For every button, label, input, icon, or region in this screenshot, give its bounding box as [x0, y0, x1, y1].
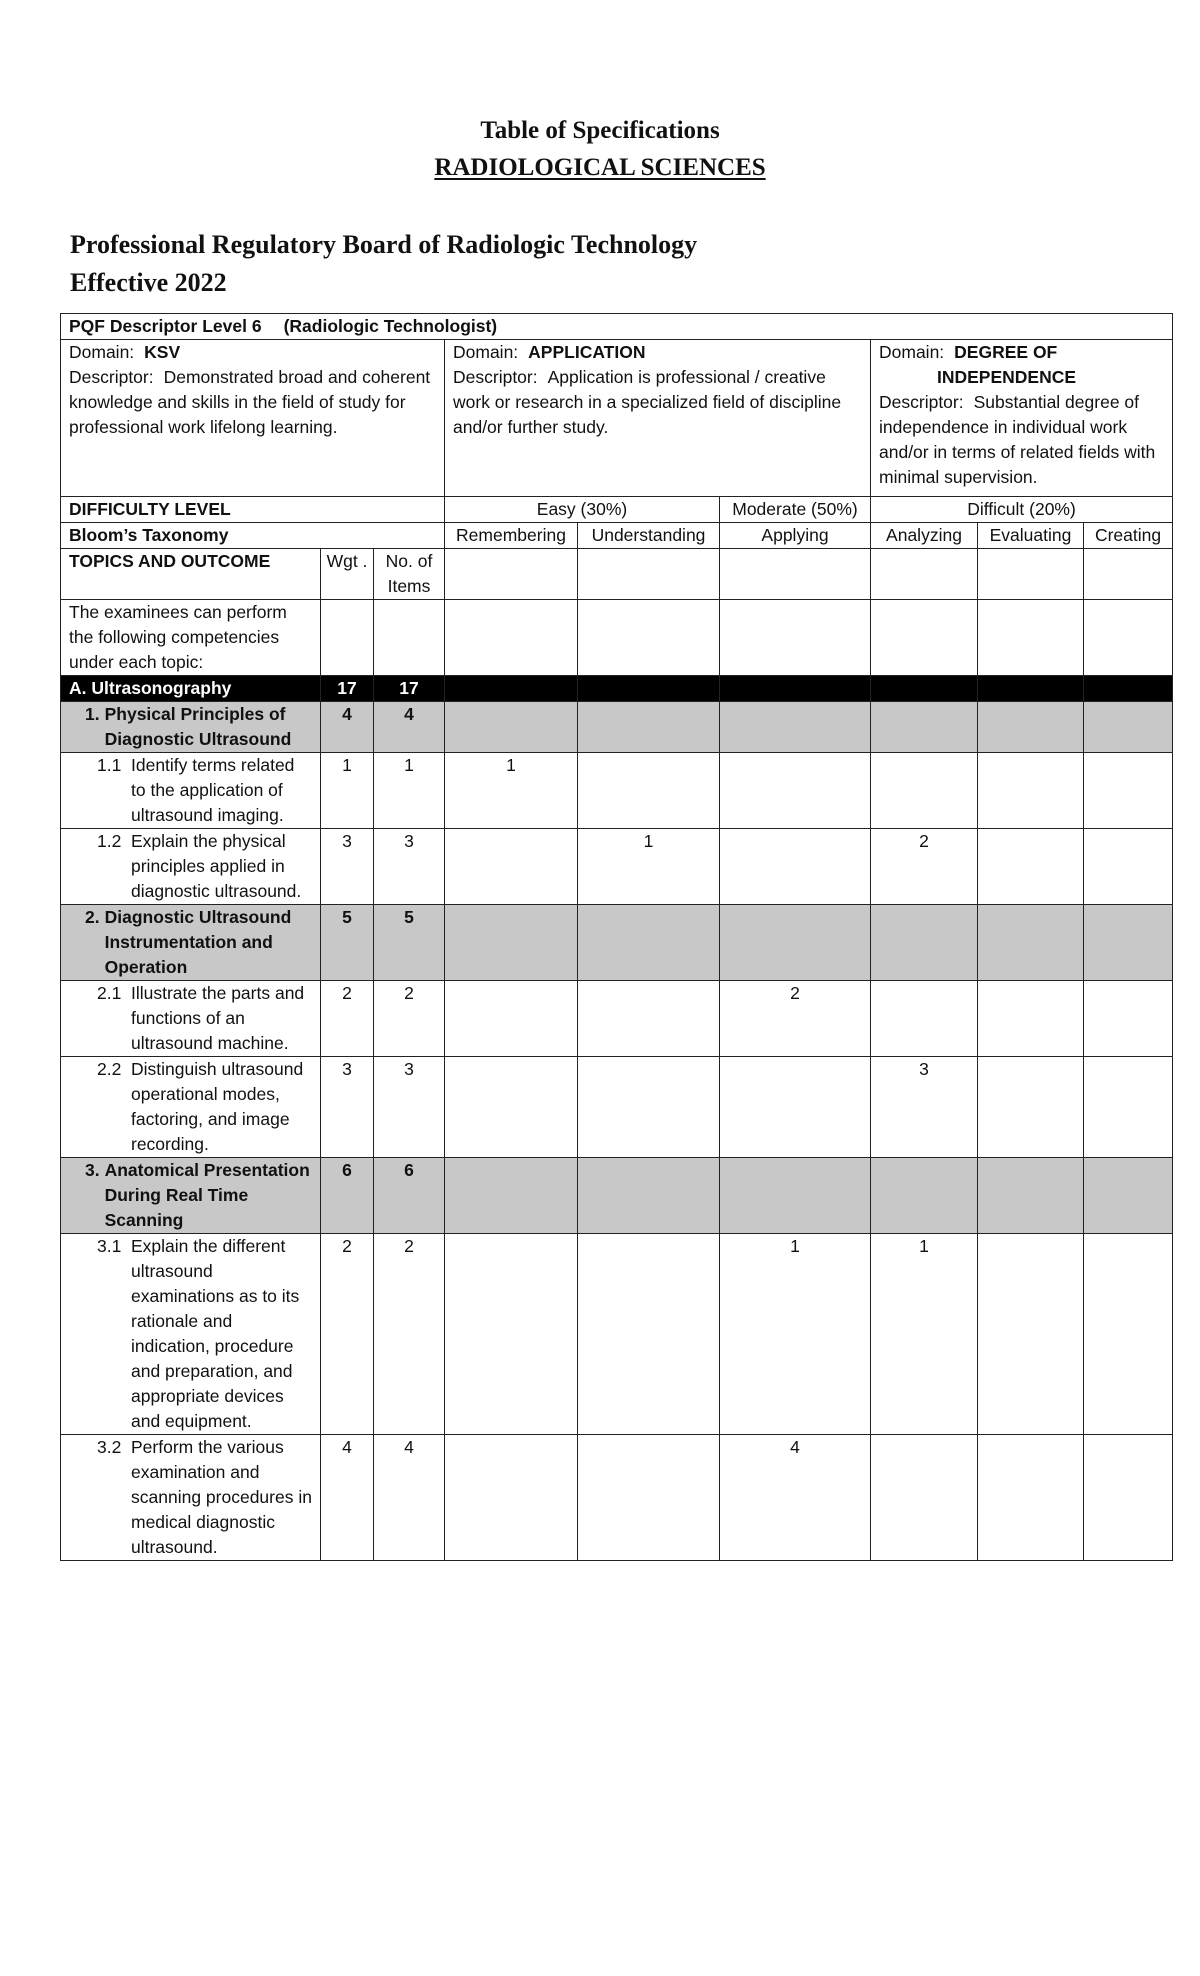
outcome-cell-remembering [445, 829, 578, 905]
outcome-cell-understanding [578, 753, 720, 829]
topic-cell-understanding [578, 702, 720, 753]
document-header [0, 112, 1200, 186]
outcome-cell-evaluating [978, 1234, 1084, 1435]
outcome-number: 3.2 [97, 1437, 122, 1457]
outcome-cell-understanding [578, 1234, 720, 1435]
outcome-cell-creating [1084, 1234, 1173, 1435]
intro-text: The examinees can perform the following competencies under each topic: [61, 600, 321, 676]
wgt-header: Wgt . [321, 549, 374, 600]
outcome-wgt: 3 [321, 829, 374, 905]
bloom-understanding: Understanding [578, 523, 720, 549]
outcome-row [61, 1234, 1173, 1435]
outcome-cell-analyzing: 1 [871, 1234, 978, 1435]
outcome-cell-remembering [445, 981, 578, 1057]
outcome-cell-analyzing [871, 1435, 978, 1561]
outcome-cell-creating [1084, 1435, 1173, 1561]
outcome-text: Distinguish ultrasound operational modes, factoring, and image recording. [131, 1059, 304, 1154]
pqf-level: PQF Descriptor Level 6 [69, 316, 262, 336]
difficulty-difficult: Difficult (20%) [871, 497, 1173, 523]
outcome-number: 1.1 [97, 755, 122, 775]
topic-cell-evaluating [978, 702, 1084, 753]
document-title: Table of Specifications [480, 117, 720, 144]
outcome-text: Perform the various examination and scanning procedures in medical diagnostic ultrasound. [131, 1437, 312, 1557]
topic-items: 4 [374, 702, 445, 753]
outcome-items: 4 [374, 1435, 445, 1561]
board-heading [70, 226, 697, 302]
outcome-items: 1 [374, 753, 445, 829]
board-name: Professional Regulatory Board of Radiologic Technology [70, 230, 698, 259]
topic-row [61, 702, 1173, 753]
outcome-cell-applying [720, 829, 871, 905]
difficulty-label: DIFFICULTY LEVEL [61, 497, 445, 523]
topic-number: 1. [85, 704, 100, 724]
outcome-cell-evaluating [978, 981, 1084, 1057]
bloom-analyzing: Analyzing [871, 523, 978, 549]
topic-wgt: 5 [321, 905, 374, 981]
topic-cell-creating [1084, 1158, 1173, 1234]
topic-cell-evaluating [978, 905, 1084, 981]
outcome-number: 3.1 [97, 1236, 122, 1256]
outcome-wgt: 4 [321, 1435, 374, 1561]
outcome-cell-applying: 2 [720, 981, 871, 1057]
topic-cell-analyzing [871, 905, 978, 981]
outcome-cell-understanding [578, 1435, 720, 1561]
outcome-number: 2.1 [97, 983, 122, 1003]
outcome-wgt: 3 [321, 1057, 374, 1158]
section-wgt: 17 [321, 676, 374, 702]
topic-cell-evaluating [978, 1158, 1084, 1234]
bloom-label: Bloom’s Taxonomy [61, 523, 445, 549]
outcome-items: 3 [374, 829, 445, 905]
outcome-text: Identify terms related to the application of ultrasound imaging. [131, 755, 295, 825]
topic-items: 6 [374, 1158, 445, 1234]
outcome-cell-creating [1084, 981, 1173, 1057]
bloom-creating: Creating [1084, 523, 1173, 549]
outcome-items: 2 [374, 1234, 445, 1435]
pqf-row [61, 314, 1173, 340]
document-subtitle: RADIOLOGICAL SCIENCES [434, 154, 766, 181]
outcome-items: 2 [374, 981, 445, 1057]
bloom-applying: Applying [720, 523, 871, 549]
topics-header: TOPICS AND OUTCOME [61, 549, 321, 600]
topic-cell-creating [1084, 702, 1173, 753]
topic-title: Anatomical Presentation During Real Time Scanning [104, 1160, 310, 1230]
outcome-text: Explain the physical principles applied in diagnostic ultrasound. [131, 831, 302, 901]
difficulty-row [61, 497, 1173, 523]
outcome-text: Explain the different ultrasound examinations as to its rationale and indication, procedure and preparation, and appropriate devices and equipment. [131, 1236, 300, 1431]
section-row [61, 676, 1173, 702]
outcome-cell-creating [1084, 753, 1173, 829]
section-items: 17 [374, 676, 445, 702]
outcome-cell-remembering: 1 [445, 753, 578, 829]
outcome-text: Illustrate the parts and functions of an ultrasound machine. [131, 983, 305, 1053]
outcome-cell-evaluating [978, 1057, 1084, 1158]
outcome-cell-evaluating [978, 829, 1084, 905]
topic-title: Diagnostic Ultrasound Instrumentation and Operation [104, 907, 292, 977]
outcome-cell-analyzing [871, 981, 978, 1057]
topic-wgt: 6 [321, 1158, 374, 1234]
domain-row [61, 340, 1173, 497]
outcome-cell-applying [720, 1057, 871, 1158]
outcome-cell-creating [1084, 829, 1173, 905]
outcome-cell-understanding [578, 981, 720, 1057]
outcome-row [61, 1057, 1173, 1158]
bloom-row [61, 523, 1173, 549]
outcome-cell-remembering [445, 1234, 578, 1435]
outcome-cell-evaluating [978, 753, 1084, 829]
outcome-cell-analyzing: 3 [871, 1057, 978, 1158]
domain-independence: Domain: DEGREE OF INDEPENDENCE Descriptor: Substantial degree of independence in individual work and/or in terms of related fields with minimal supervision. [871, 340, 1173, 497]
topic-cell-creating [1084, 905, 1173, 981]
outcome-wgt: 2 [321, 1234, 374, 1435]
topic-wgt: 4 [321, 702, 374, 753]
outcome-row [61, 1435, 1173, 1561]
topic-number: 2. [85, 907, 100, 927]
topic-row [61, 1158, 1173, 1234]
domain-ksv: Domain: KSV Descriptor: Demonstrated broad and coherent knowledge and skills in the field of study for professional work lifelong learning. [61, 340, 445, 497]
pqf-role: (Radiologic Technologist) [283, 316, 498, 336]
outcome-cell-creating [1084, 1057, 1173, 1158]
difficulty-moderate: Moderate (50%) [720, 497, 871, 523]
topic-row [61, 905, 1173, 981]
topic-title: Physical Principles of Diagnostic Ultrasound [104, 704, 292, 749]
topic-cell-remembering [445, 1158, 578, 1234]
outcome-cell-applying: 4 [720, 1435, 871, 1561]
difficulty-easy: Easy (30%) [445, 497, 720, 523]
topic-cell-analyzing [871, 702, 978, 753]
outcome-wgt: 2 [321, 981, 374, 1057]
topic-cell-understanding [578, 1158, 720, 1234]
outcome-cell-understanding [578, 1057, 720, 1158]
effective-year: Effective 2022 [70, 268, 227, 297]
outcome-cell-evaluating [978, 1435, 1084, 1561]
outcome-wgt: 1 [321, 753, 374, 829]
outcome-cell-remembering [445, 1057, 578, 1158]
topic-cell-remembering [445, 905, 578, 981]
specifications-table [60, 313, 1173, 1561]
topic-cell-understanding [578, 905, 720, 981]
column-header-row [61, 549, 1173, 600]
topic-cell-applying [720, 905, 871, 981]
section-label: A. Ultrasonography [61, 676, 321, 702]
outcome-cell-applying: 1 [720, 1234, 871, 1435]
topic-items: 5 [374, 905, 445, 981]
topic-number: 3. [85, 1160, 100, 1180]
outcome-row [61, 829, 1173, 905]
intro-row [61, 600, 1173, 676]
bloom-remembering: Remembering [445, 523, 578, 549]
outcome-number: 1.2 [97, 831, 122, 851]
topic-cell-applying [720, 702, 871, 753]
topic-cell-applying [720, 1158, 871, 1234]
outcome-items: 3 [374, 1057, 445, 1158]
outcome-cell-understanding: 1 [578, 829, 720, 905]
outcome-number: 2.2 [97, 1059, 122, 1079]
outcome-row [61, 981, 1173, 1057]
outcome-cell-applying [720, 753, 871, 829]
domain-application: Domain: APPLICATION Descriptor: Application is professional / creative work or research in a specialized field of discipline and/or further study. [445, 340, 871, 497]
outcome-cell-remembering [445, 1435, 578, 1561]
topic-cell-remembering [445, 702, 578, 753]
outcome-cell-analyzing [871, 753, 978, 829]
topic-cell-analyzing [871, 1158, 978, 1234]
outcome-row [61, 753, 1173, 829]
items-header: No. of Items [374, 549, 445, 600]
bloom-evaluating: Evaluating [978, 523, 1084, 549]
outcome-cell-analyzing: 2 [871, 829, 978, 905]
